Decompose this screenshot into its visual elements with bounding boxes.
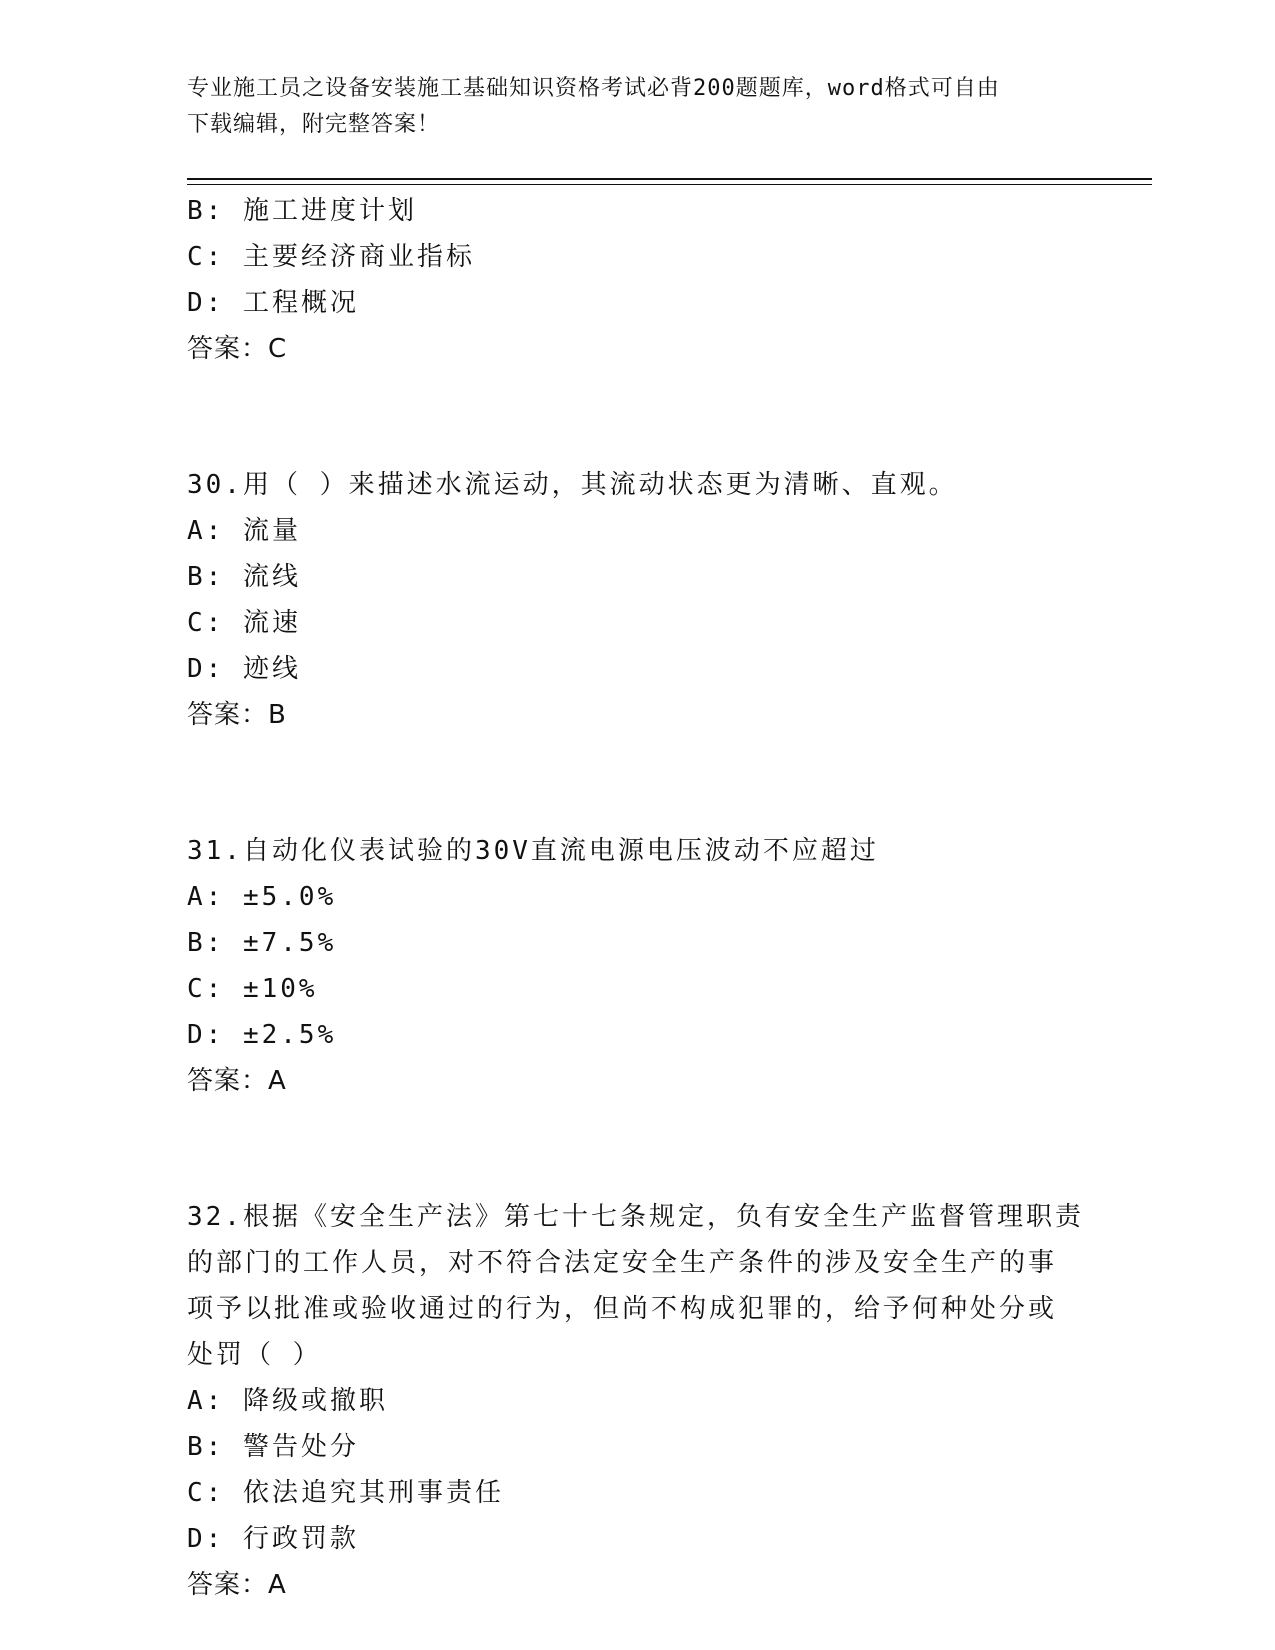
option-b: B: 警告处分 xyxy=(187,1432,359,1462)
option-c: C: 依法追究其刑事责任 xyxy=(187,1478,504,1508)
spacer xyxy=(187,1104,1087,1194)
option-a: A: ±5.0% xyxy=(187,882,337,912)
header-divider-thick xyxy=(187,178,1152,180)
answer-line: 答案：B xyxy=(187,700,287,730)
option-b: B: 流线 xyxy=(187,562,301,592)
option-c: C: 主要经济商业指标 xyxy=(187,242,475,272)
option-c: C: 流速 xyxy=(187,608,301,638)
question-stem-line-3: 项予以批准或验收通过的行为，但尚不构成犯罪的，给予何种处分或 xyxy=(187,1294,1058,1324)
header-divider-thin xyxy=(187,184,1152,185)
option-a: A: 流量 xyxy=(187,516,301,546)
option-b: B: ±7.5% xyxy=(187,928,337,958)
question-32 xyxy=(187,1194,1087,1608)
option-c: C: ±10% xyxy=(187,974,318,1004)
question-stem: 30.用（ ）来描述水流运动，其流动状态更为清晰、直观。 xyxy=(187,470,958,500)
option-d: D: 迹线 xyxy=(187,654,301,684)
answer-line: 答案：A xyxy=(187,1066,287,1096)
spacer xyxy=(187,372,1087,462)
header-line-1: 专业施工员之设备安装施工基础知识资格考试必背200题题库，word格式可自由 xyxy=(187,76,1000,101)
question-stem: 31.自动化仪表试验的30V直流电源电压波动不应超过 xyxy=(187,836,879,866)
question-stem-line-1: 32.根据《安全生产法》第七十七条规定，负有安全生产监督管理职责 xyxy=(187,1202,1084,1232)
option-d: D: ±2.5% xyxy=(187,1020,337,1050)
answer-line: 答案：C xyxy=(187,334,288,364)
answer-line: 答案：A xyxy=(187,1570,287,1600)
question-30 xyxy=(187,462,1087,738)
question-31 xyxy=(187,828,1087,1104)
question-stem-line-2: 的部门的工作人员，对不符合法定安全生产条件的涉及安全生产的事 xyxy=(187,1248,1058,1278)
option-b: B: 施工进度计划 xyxy=(187,196,417,226)
option-d: D: 工程概况 xyxy=(187,288,359,318)
spacer xyxy=(187,738,1087,828)
question-content xyxy=(187,188,1087,1608)
option-a: A: 降级或撤职 xyxy=(187,1386,388,1416)
document-header xyxy=(187,71,1067,143)
header-line-2: 下载编辑，附完整答案！ xyxy=(187,112,441,137)
question-stem-line-4: 处罚（ ） xyxy=(187,1340,322,1370)
question-29-continuation xyxy=(187,188,1087,372)
option-d: D: 行政罚款 xyxy=(187,1524,359,1554)
